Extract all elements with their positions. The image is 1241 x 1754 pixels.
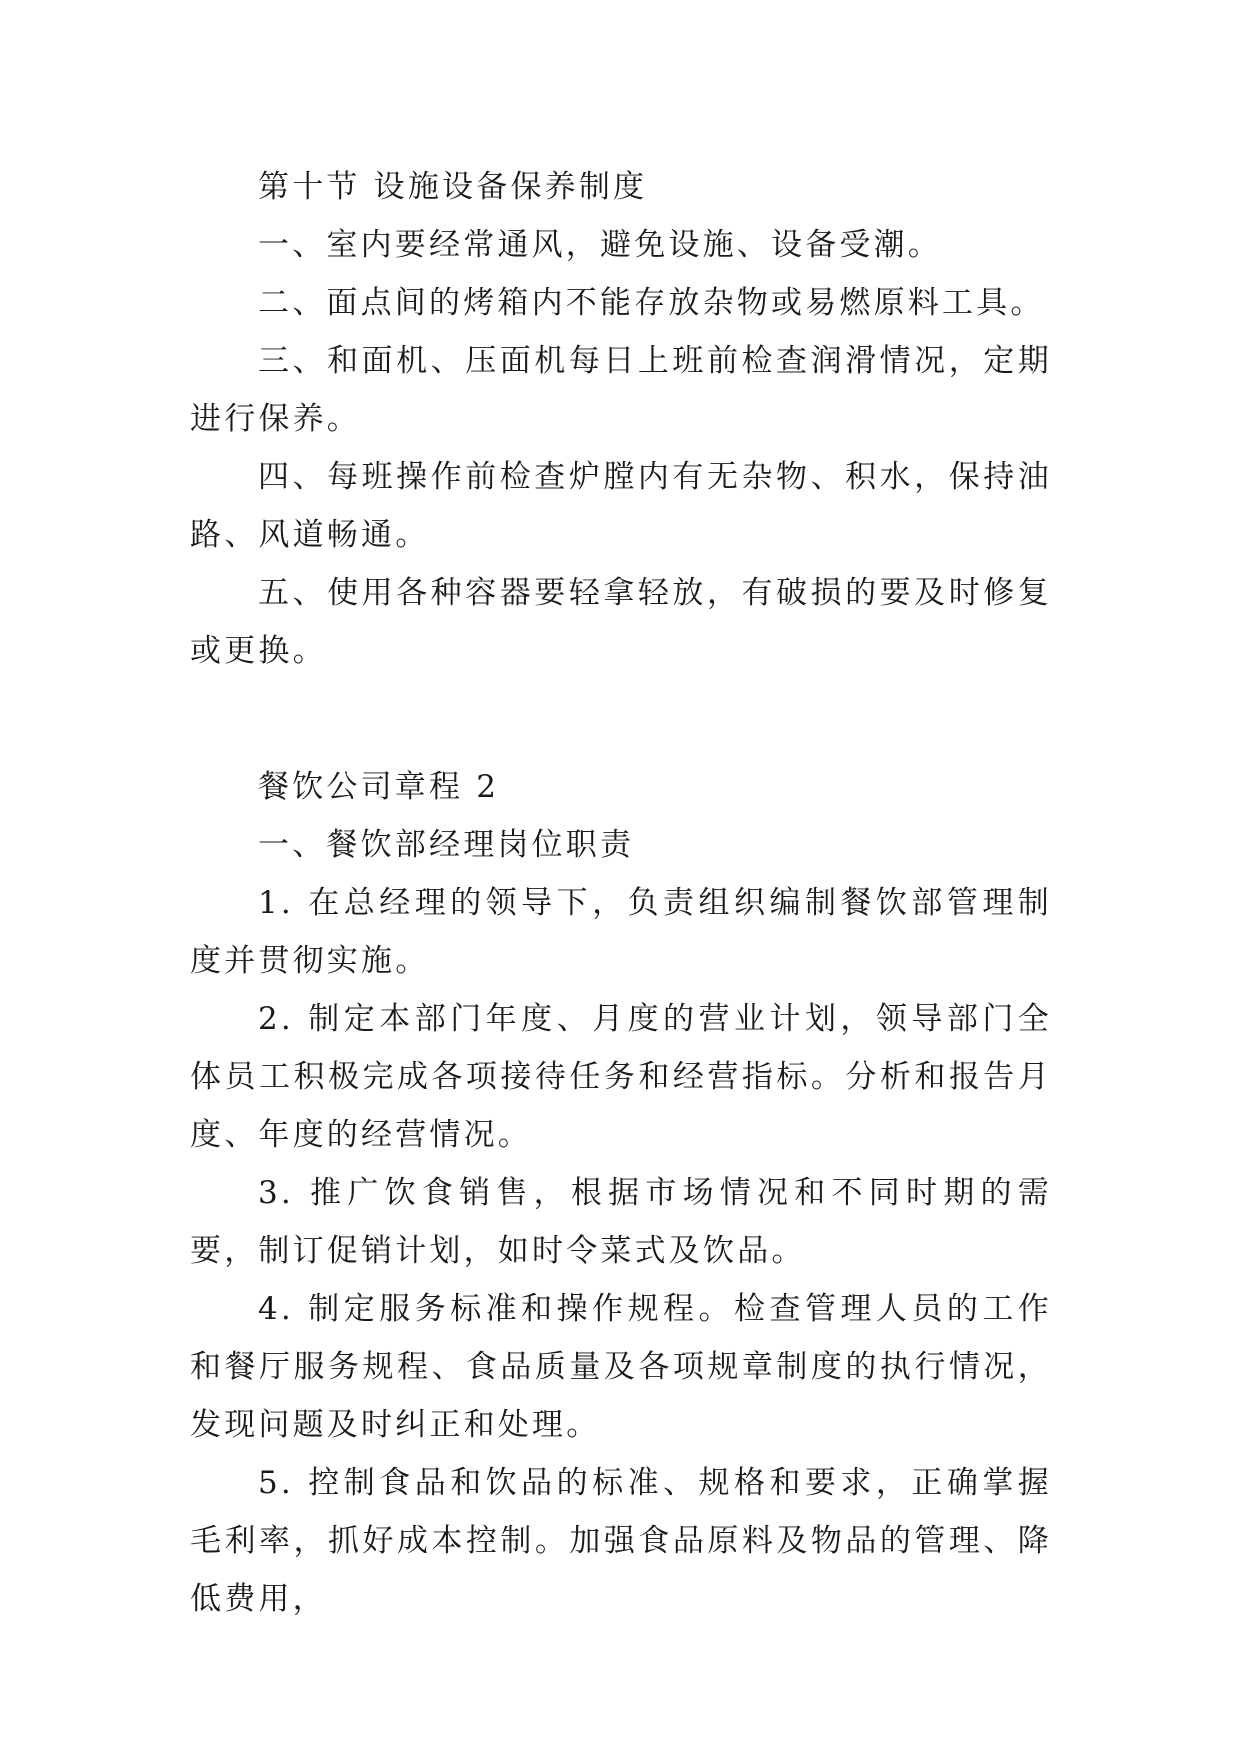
- list-item: 5. 控制食品和饮品的标准、规格和要求，正确掌握毛利率，抓好成本控制。加强食品原料及物品的管理、降低费用，: [190, 1465, 1052, 1617]
- section-spacer: [190, 680, 1052, 758]
- list-item: 三、和面机、压面机每日上班前检查润滑情况，定期进行保养。: [190, 343, 1052, 437]
- list-item: 2. 制定本部门年度、月度的营业计划，领导部门全体员工积极完成各项接待任务和经营指标。分析和报告月度、年度的经营情况。: [190, 1001, 1052, 1153]
- list-item: 二、面点间的烤箱内不能存放杂物或易燃原料工具。: [258, 285, 1045, 321]
- list-item: 3. 推广饮食销售，根据市场情况和不同时期的需要，制订促销计划，如时令菜式及饮品。: [190, 1175, 1052, 1269]
- document-body: [190, 158, 1052, 1628]
- section-subheading: 一、餐饮部经理岗位职责: [258, 827, 635, 863]
- section-heading: 第十节 设施设备保养制度: [258, 169, 648, 205]
- list-item: 五、使用各种容器要轻拿轻放，有破损的要及时修复或更换。: [190, 575, 1052, 669]
- document-title: 餐饮公司章程 2: [258, 769, 500, 805]
- list-item: 4. 制定服务标准和操作规程。检查管理人员的工作和餐厅服务规程、食品质量及各项规章制度的执行情况，发现问题及时纠正和处理。: [190, 1291, 1052, 1443]
- list-item: 一、室内要经常通风，避免设施、设备受潮。: [258, 227, 942, 263]
- list-item: 四、每班操作前检查炉膛内有无杂物、积水，保持油路、风道畅通。: [190, 459, 1052, 553]
- list-item: 1. 在总经理的领导下，负责组织编制餐饮部管理制度并贯彻实施。: [190, 885, 1052, 979]
